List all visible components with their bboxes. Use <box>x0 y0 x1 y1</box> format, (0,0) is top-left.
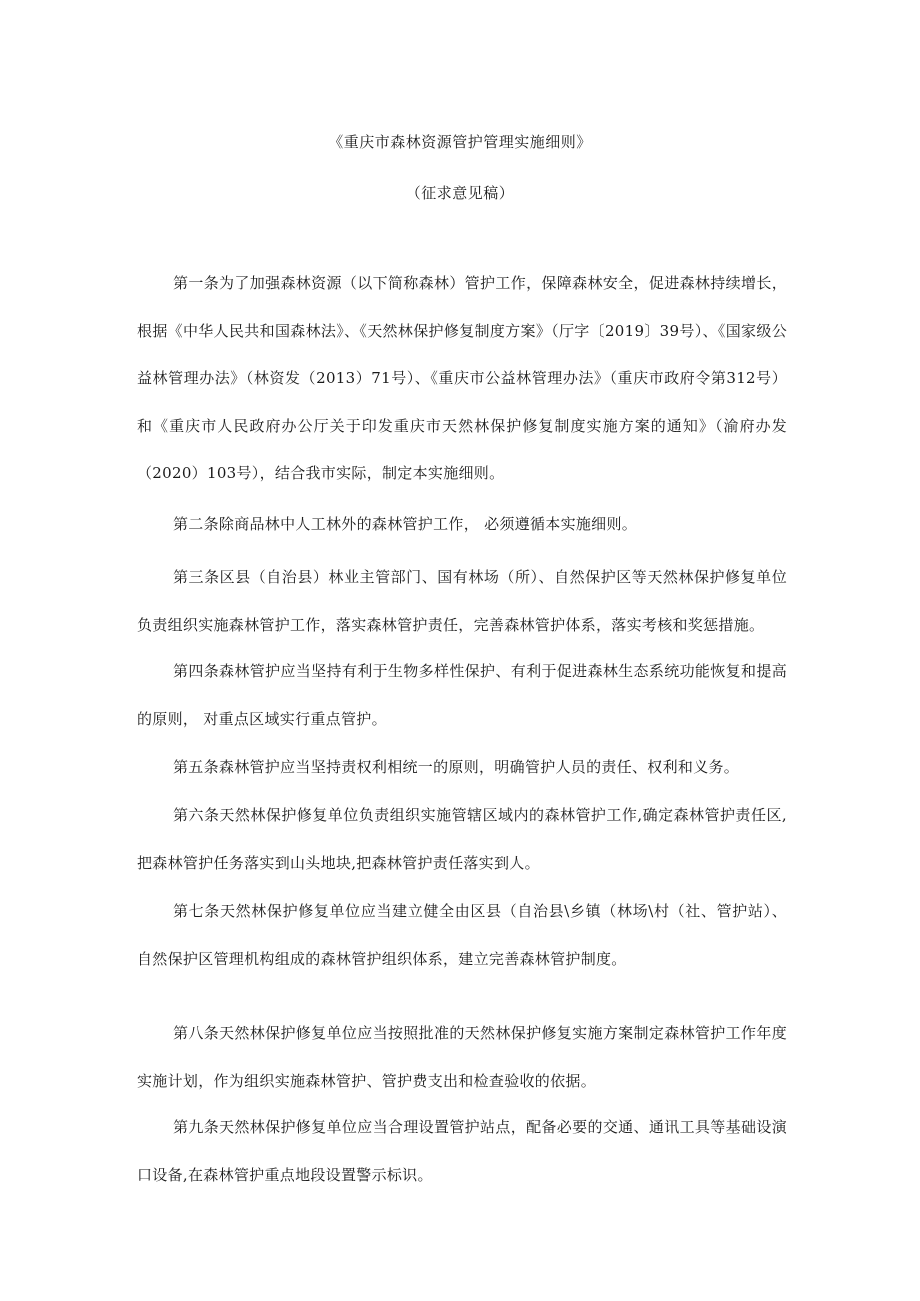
document-subtitle: （征求意见稿） <box>405 184 515 202</box>
article-7: 第七条天然林保护修复单位应当建立健全由区县（自治县\乡镇（林场\村（社、管护站）、自然保护区管理机构组成的森林管护组织体系，建立完善森林管护制度。 <box>137 902 787 968</box>
article-8: 第八条天然林保护修复单位应当按照批准的天然林保护修复实施方案制定森林管护工作年度实施计划，作为组织实施森林管护、管护费支出和检查验收的依据。 <box>137 1024 787 1090</box>
article-9: 第九条天然林保护修复单位应当合理设置管护站点，配备必要的交通、通讯工具等基础设演口设备,在森林管护重点地段设置警示标识。 <box>137 1118 787 1184</box>
article-2: 第二条除商品林中人工林外的森林管护工作， 必须遵循本实施细则。 <box>173 515 638 533</box>
article-6: 第六条天然林保护修复单位负责组织实施管辖区域内的森林管护工作,确定森林管护责任区,把森林管护任务落实到山头地块,把森林管护责任落实到人。 <box>137 806 787 872</box>
article-4: 第四条森林管护应当坚持有利于生物多样性保护、有利于促进森林生态系统功能恢复和提高的原则， 对重点区域实行重点管护。 <box>137 662 787 728</box>
article-1: 第一条为了加强森林资源（以下简称森林）管护工作，保障森林安全，促进森林持续增长，根据《中华人民共和国森林法》、《天然林保护修复制度方案》（厅字〔2019〕39号）、《国家级公益林管理办法》（林资发（2013）71号）、《重庆市公益林管理办法》（重庆市政府令第312号）和《重庆市人民政府办公厅关于印发重庆市天然林保护修复制度实施方案的通知》（渝府办发（2020）103号），结合我市实际，制定本实施细则。 <box>137 274 787 482</box>
document-title: 《重庆市森林资源管护管理实施细则》 <box>328 133 592 151</box>
article-3: 第三条区县（自治县）林业主管部门、国有林场（所）、自然保护区等天然林保护修复单位负责组织实施森林管护工作，落实森林管护责任，完善森林管护体系，落实考核和奖惩措施。 <box>137 568 787 634</box>
article-5: 第五条森林管护应当坚持责权利相统一的原则，明确管护人员的责任、权利和义务。 <box>173 758 740 776</box>
